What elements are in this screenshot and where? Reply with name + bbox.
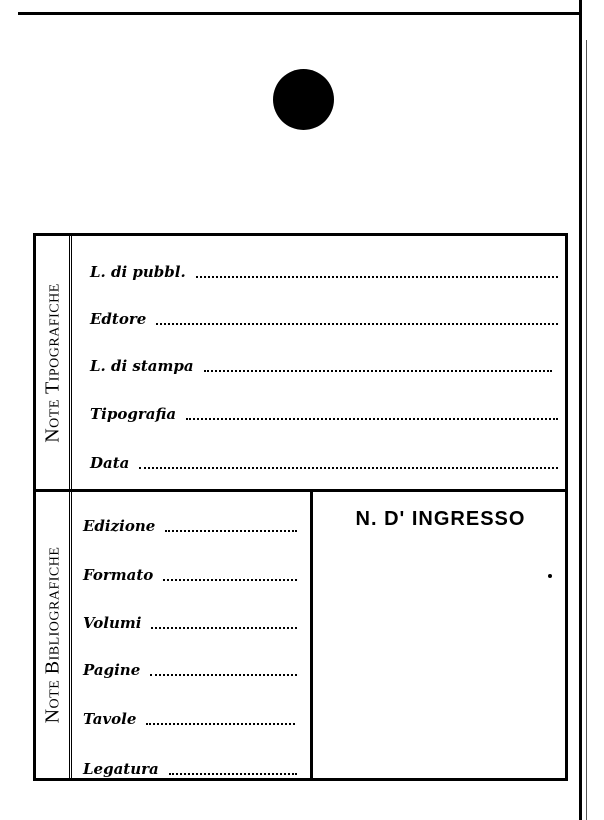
column-divider [310,492,313,778]
field-label: L. di stampa [90,357,194,375]
numero-ingresso-title: N. D' INGRESSO [355,508,526,530]
field-label: Edtore [90,310,147,328]
field-edizione[interactable] [83,512,297,536]
card-right-edge-shadow [586,40,587,820]
field-label: Tipografia [90,405,177,423]
field-data[interactable] [90,449,558,473]
section-divider [36,489,568,492]
dotted-line[interactable] [139,466,558,469]
card-right-edge [579,0,582,820]
dotted-line[interactable] [163,578,297,581]
field-label: Data [90,454,130,472]
dotted-line[interactable] [186,417,558,420]
note-bibliografiche-label: Note Bibliografiche [41,546,63,724]
dotted-line[interactable] [156,322,558,325]
field-label: Edizione [83,517,156,535]
card-top-edge [18,12,580,15]
field-editore[interactable] [90,305,558,329]
field-label: Legatura [83,760,159,778]
dotted-line[interactable] [204,369,552,372]
field-label: Volumi [83,614,142,632]
dotted-line[interactable] [196,275,558,278]
field-volumi[interactable] [83,609,297,633]
ink-mark [548,574,552,578]
note-bibliografiche-heading [36,492,72,778]
note-tipografiche-heading [36,236,72,489]
field-tavole[interactable] [83,705,295,729]
punch-hole [273,69,334,130]
dotted-line[interactable] [151,626,297,629]
field-tipografia[interactable] [90,400,558,424]
dotted-line[interactable] [150,673,297,676]
field-label: L. di pubbl. [90,263,186,281]
dotted-line[interactable] [169,772,297,775]
field-label: Pagine [83,661,141,679]
field-luogo-stampa[interactable] [90,352,552,376]
field-legatura[interactable] [83,755,297,779]
field-label: Tavole [83,710,137,728]
field-luogo-pubblicazione[interactable] [90,258,558,282]
field-formato[interactable] [83,561,297,585]
field-label: Formato [83,566,154,584]
note-tipografiche-label: Note Tipografiche [41,282,63,443]
dotted-line[interactable] [165,529,297,532]
field-pagine[interactable] [83,656,297,680]
dotted-line[interactable] [146,722,295,725]
